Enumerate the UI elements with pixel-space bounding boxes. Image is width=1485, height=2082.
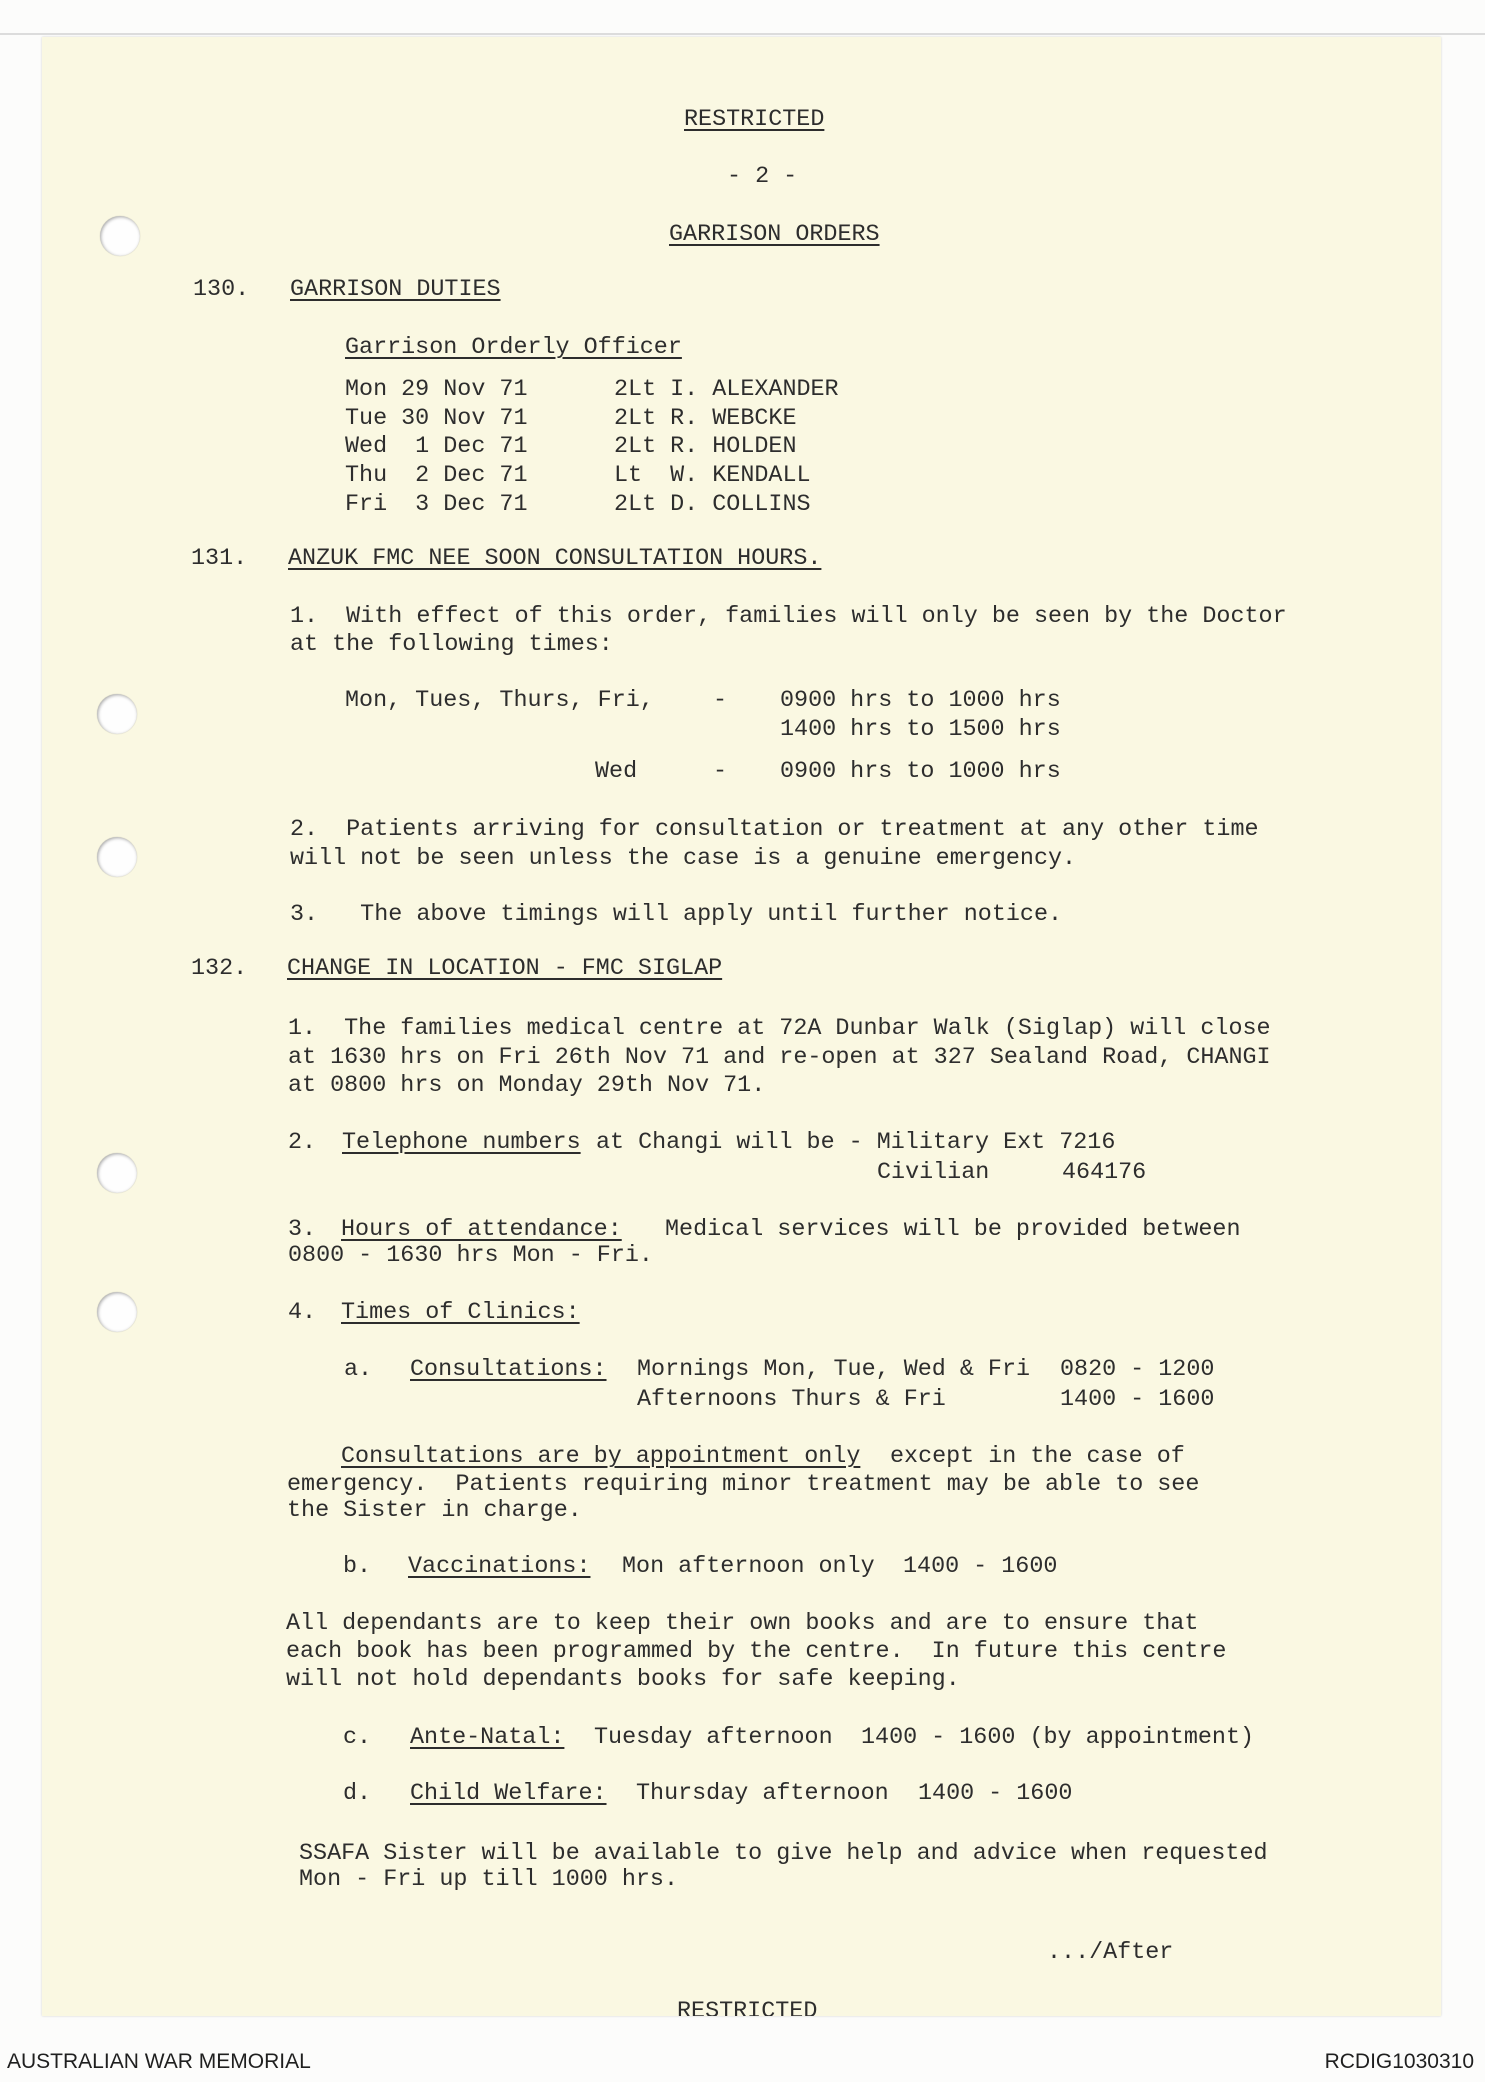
roster-date: Tue 30 Nov 71 bbox=[345, 406, 528, 432]
punch-hole bbox=[100, 216, 140, 256]
schedule-days: Wed bbox=[595, 759, 638, 785]
order-number-132: 132. bbox=[191, 956, 248, 982]
roster-date: Thu 2 Dec 71 bbox=[345, 463, 528, 489]
telephone-label: Telephone numbers bbox=[342, 1130, 581, 1156]
clinic-letter: a. bbox=[344, 1357, 373, 1383]
schedule-dash: - bbox=[713, 759, 728, 785]
order-heading-132: CHANGE IN LOCATION - FMC SIGLAP bbox=[287, 956, 723, 982]
duty-subheading: Garrison Orderly Officer bbox=[345, 335, 682, 361]
paragraph-line: at the following times: bbox=[290, 632, 613, 658]
clinic-when: Mon afternoon only bbox=[622, 1554, 875, 1580]
telephone-civilian-label: Civilian bbox=[877, 1160, 990, 1186]
paragraph-line: 3. The above timings will apply until further notice. bbox=[290, 902, 1063, 928]
paragraph-line: will not be seen unless the case is a genuine emergency. bbox=[290, 846, 1077, 872]
page-number: - 2 - bbox=[727, 164, 798, 190]
paragraph-line: at 0800 hrs on Monday 29th Nov 71. bbox=[288, 1073, 766, 1099]
roster-date: Wed 1 Dec 71 bbox=[345, 434, 528, 460]
paragraph-line: the Sister in charge. bbox=[287, 1498, 582, 1524]
paragraph-number: 4. bbox=[288, 1300, 317, 1326]
paragraph-line: Mon - Fri up till 1000 hrs. bbox=[299, 1867, 678, 1893]
paragraph-line: 1. With effect of this order, families will only be seen by the Doctor bbox=[290, 604, 1287, 630]
clinic-when: Afternoons Thurs & Fri bbox=[637, 1387, 946, 1413]
clinic-label: Child Welfare: bbox=[410, 1781, 607, 1807]
archive-reference: RCDIG1030310 bbox=[1324, 2050, 1474, 2073]
clinic-letter: d. bbox=[343, 1781, 372, 1807]
paragraph-line: each book has been programmed by the centre. In future this centre bbox=[286, 1639, 1227, 1665]
clinics-label: Times of Clinics: bbox=[341, 1300, 580, 1326]
clinic-time: 1400 - 1600 bbox=[1060, 1387, 1215, 1413]
telephone-military: at Changi will be - Military Ext 7216 bbox=[596, 1130, 1116, 1156]
clinic-letter: c. bbox=[343, 1725, 372, 1751]
continuation-marker: .../After bbox=[1047, 1940, 1174, 1966]
clinic-when: Thursday afternoon bbox=[636, 1781, 889, 1807]
page-title: GARRISON ORDERS bbox=[669, 222, 880, 248]
clinic-when: Tuesday afternoon bbox=[594, 1725, 833, 1751]
attendance-text: Medical services will be provided between bbox=[665, 1217, 1241, 1243]
attendance-hours: 0800 - 1630 hrs Mon - Fri. bbox=[288, 1243, 653, 1269]
order-number-130: 130. bbox=[193, 277, 250, 303]
footer-classification: RESTRICTED bbox=[677, 1999, 818, 2016]
order-number-131: 131. bbox=[191, 546, 248, 572]
paragraph-line: 1. The families medical centre at 72A Dunbar Walk (Siglap) will close bbox=[288, 1016, 1271, 1042]
clinic-time: 1400 - 1600 (by appointment) bbox=[861, 1725, 1255, 1751]
clinic-when: Mornings Mon, Tue, Wed & Fri bbox=[637, 1357, 1031, 1383]
roster-officer: 2Lt R. HOLDEN bbox=[614, 434, 797, 460]
punch-hole bbox=[97, 837, 137, 877]
roster-date: Fri 3 Dec 71 bbox=[345, 492, 528, 518]
punch-hole bbox=[97, 1153, 137, 1193]
schedule-time: 1400 hrs to 1500 hrs bbox=[780, 717, 1061, 743]
classification-marking: RESTRICTED bbox=[684, 107, 825, 133]
paragraph-number: 2. bbox=[288, 1130, 317, 1156]
clinic-letter: b. bbox=[343, 1554, 372, 1580]
punch-hole bbox=[97, 694, 137, 734]
schedule-days: Mon, Tues, Thurs, Fri, bbox=[345, 688, 654, 714]
appointment-note-label: Consultations are by appointment only bbox=[341, 1444, 861, 1470]
clinic-label: Consultations: bbox=[410, 1357, 607, 1383]
paragraph-line: will not hold dependants books for safe keeping. bbox=[286, 1667, 960, 1693]
roster-date: Mon 29 Nov 71 bbox=[345, 377, 528, 403]
clinic-time: 1400 - 1600 bbox=[918, 1781, 1073, 1807]
paragraph-line: emergency. Patients requiring minor treatment may be able to see bbox=[287, 1472, 1200, 1498]
paragraph-line: at 1630 hrs on Fri 26th Nov 71 and re-open at 327 Sealand Road, CHANGI bbox=[288, 1045, 1271, 1071]
schedule-dash: - bbox=[713, 688, 728, 714]
roster-officer: Lt W. KENDALL bbox=[614, 463, 811, 489]
scan-edge-line bbox=[0, 33, 1485, 35]
roster-officer: 2Lt D. COLLINS bbox=[614, 492, 811, 518]
appointment-note-text: except in the case of bbox=[890, 1444, 1185, 1470]
paragraph-line: All dependants are to keep their own books and are to ensure that bbox=[286, 1611, 1199, 1637]
roster-officer: 2Lt I. ALEXANDER bbox=[614, 377, 839, 403]
schedule-time: 0900 hrs to 1000 hrs bbox=[780, 688, 1061, 714]
paragraph-number: 3. bbox=[288, 1217, 317, 1243]
clinic-time: 1400 - 1600 bbox=[903, 1554, 1058, 1580]
archive-institution: AUSTRALIAN WAR MEMORIAL bbox=[7, 2050, 311, 2073]
telephone-civilian-number: 464176 bbox=[1062, 1160, 1147, 1186]
punch-hole bbox=[97, 1292, 137, 1332]
clinic-time: 0820 - 1200 bbox=[1060, 1357, 1215, 1383]
footer-classification-clip bbox=[660, 1990, 880, 2016]
attendance-label: Hours of attendance: bbox=[341, 1217, 622, 1243]
paragraph-line: SSAFA Sister will be available to give help and advice when requested bbox=[299, 1841, 1268, 1867]
order-heading-130: GARRISON DUTIES bbox=[290, 277, 501, 303]
clinic-label: Ante-Natal: bbox=[410, 1725, 565, 1751]
schedule-time: 0900 hrs to 1000 hrs bbox=[780, 759, 1061, 785]
order-heading-131: ANZUK FMC NEE SOON CONSULTATION HOURS. bbox=[288, 546, 822, 572]
roster-officer: 2Lt R. WEBCKE bbox=[614, 406, 797, 432]
clinic-label: Vaccinations: bbox=[408, 1554, 591, 1580]
paragraph-line: 2. Patients arriving for consultation or treatment at any other time bbox=[290, 817, 1259, 843]
